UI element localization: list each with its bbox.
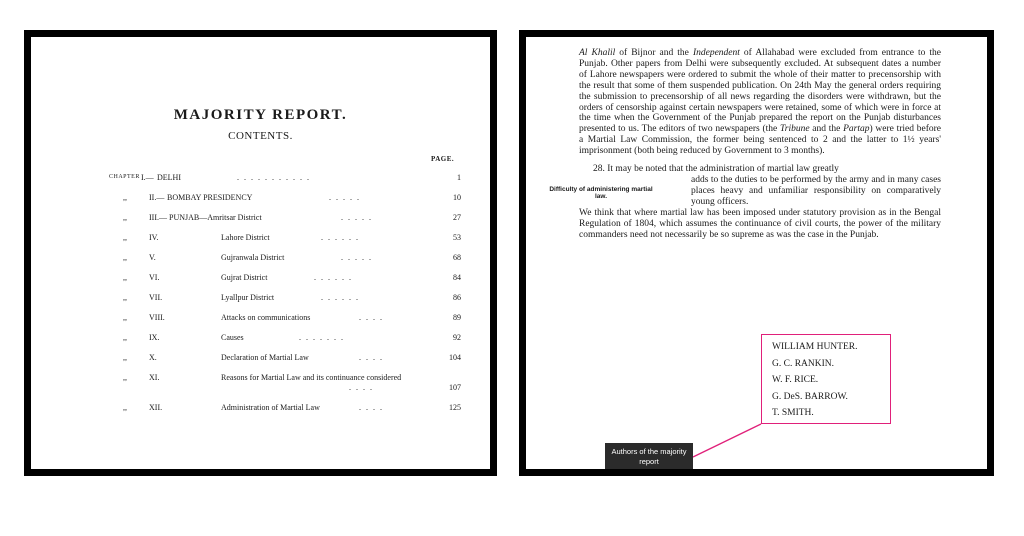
toc-leader-dots: .....	[341, 253, 376, 262]
margin-heading: Difficulty of administering martial law.	[549, 185, 653, 201]
toc-chapter-title: BOMBAY PRESIDENCY	[167, 193, 253, 202]
toc-chapter-word: CHAPTER	[109, 174, 140, 180]
toc-chapter-word: ,,	[123, 273, 127, 282]
toc-chapter-title: PUNJAB—Amritsar District	[169, 213, 262, 222]
toc-page-number: 104	[449, 353, 461, 362]
paragraph-conclusion: We think that where martial law has been imposed under statutory provision as in the Bengal Regulation of 1804, which assumes the continuance of civil courts, the power of the military commanders need not necessarily be so supreme as was the case in the Punjab.	[579, 207, 941, 240]
toc-chapter-numeral: III.—	[149, 213, 167, 222]
toc-chapter-numeral: I.—	[141, 173, 154, 182]
toc-page-number: 10	[453, 193, 461, 202]
toc-leader-dots: ......	[321, 293, 363, 302]
toc-page-number: 84	[453, 273, 461, 282]
toc-page-number: 53	[453, 233, 461, 242]
toc-chapter-title: Administration of Martial Law	[221, 403, 320, 412]
toc-page-number: 92	[453, 333, 461, 342]
signatory-name: W. F. RICE.	[772, 375, 819, 385]
toc-chapter-title: Lyallpur District	[221, 293, 275, 302]
toc-page-number: 107	[449, 383, 461, 392]
toc-chapter-word: ,,	[123, 373, 127, 382]
toc-chapter-numeral: X.	[149, 353, 157, 362]
toc-chapter-title: DELHI	[157, 173, 181, 182]
toc-leader-dots: .....	[329, 193, 364, 202]
toc-chapter-word: ,,	[123, 213, 127, 222]
toc-chapter-word: ,,	[123, 233, 127, 242]
newspaper-name: Tribune	[779, 124, 810, 135]
toc-leader-dots: ....	[349, 383, 377, 392]
toc-chapter-numeral: VIII.	[149, 313, 165, 322]
contents-page	[31, 37, 490, 469]
toc-row	[109, 333, 461, 353]
toc-row	[109, 403, 461, 423]
page-column-header: PAGE.	[431, 155, 455, 163]
toc-chapter-word: ,,	[123, 193, 127, 202]
toc-page-number: 86	[453, 293, 461, 302]
toc-page-number: 1	[457, 173, 461, 182]
newspaper-name: Partap	[843, 124, 870, 135]
toc-page-number: 68	[453, 253, 461, 262]
toc-row	[109, 293, 461, 313]
toc-page-number: 27	[453, 213, 461, 222]
toc-chapter-numeral: V.	[149, 253, 156, 262]
toc-leader-dots: ....	[359, 353, 387, 362]
contents-page-frame	[24, 30, 497, 476]
toc-leader-dots: ......	[314, 273, 356, 282]
toc-chapter-title: Reasons for Martial Law and its continuance considered	[221, 373, 402, 382]
paragraph-censorship: Al Khalil of Bijnor and the Independent of Allahabad were excluded from entrance to the Punjab. Other papers from Delhi were subsequently excluded. At subsequent dates a number of Lahore newspapers were ordered to submit the whole of their matter to precensorship with the result that some of them suspended publication. On 24th May the general orders requiring the submission to precensorship of all news regarding the disorders were withdrawn, but the orders of censorship against certain newspapers were retained, some of which were in force at the time when the Government of the Punjab prepared the report on the Punjab disturbances presented to us. The editors of two newspapers (the Tribune and the Partap) were tried before a Martial Law Commission, the former being sentenced to 2 and the latter to 1½ years' imprisonment (both being reduced by Government to 3 months).	[579, 48, 941, 157]
toc-chapter-word: ,,	[123, 353, 127, 362]
toc-chapter-title: Lahore District	[221, 233, 270, 242]
signatory-name: T. SMITH.	[772, 408, 814, 418]
callout-connector-line	[526, 37, 987, 469]
toc-row	[109, 273, 461, 293]
signatory-name: WILLIAM HUNTER.	[772, 342, 858, 352]
toc-chapter-title: Gujrat District	[221, 273, 268, 282]
toc-leader-dots: ...........	[237, 173, 314, 182]
toc-leader-dots: .......	[299, 333, 348, 342]
toc-chapter-numeral: IX.	[149, 333, 160, 342]
toc-chapter-word: ,,	[123, 313, 127, 322]
report-page-frame	[519, 30, 994, 476]
toc-row	[109, 193, 461, 213]
toc-chapter-numeral: IV.	[149, 233, 159, 242]
paragraph-28-opening: 28. It may be noted that the administration of martial law greatly	[593, 164, 839, 175]
table-of-contents	[109, 173, 461, 423]
toc-row	[109, 373, 461, 403]
newspaper-name: Independent	[692, 48, 740, 58]
authors-callout-label: Authors of the majority report	[605, 443, 693, 469]
toc-row	[109, 173, 461, 193]
toc-chapter-word: ,,	[123, 293, 127, 302]
toc-row	[109, 253, 461, 273]
report-page	[526, 37, 987, 469]
toc-leader-dots: .....	[341, 213, 376, 222]
toc-chapter-numeral: VI.	[149, 273, 160, 282]
toc-leader-dots: ....	[359, 403, 387, 412]
newspaper-name: Al Khalil	[579, 48, 616, 58]
toc-row	[109, 313, 461, 333]
toc-leader-dots: ......	[321, 233, 363, 242]
contents-heading: CONTENTS.	[228, 130, 293, 142]
toc-chapter-word: ,,	[123, 333, 127, 342]
signatory-name: G. DeS. BARROW.	[772, 391, 848, 402]
toc-leader-dots: ....	[359, 313, 387, 322]
signatory-name: G. C. RANKIN.	[772, 358, 835, 369]
toc-chapter-word: ,,	[123, 403, 127, 412]
toc-chapter-title: Declaration of Martial Law	[221, 353, 309, 362]
toc-row	[109, 213, 461, 233]
paragraph-28-continued: adds to the duties to be performed by the army and in many cases places heavy and unfamiliar responsibility on comparatively young officers.	[691, 174, 941, 207]
toc-chapter-numeral: XI.	[149, 373, 160, 382]
toc-page-number: 89	[453, 313, 461, 322]
toc-chapter-numeral: II.—	[149, 193, 165, 202]
toc-chapter-title: Gujranwala District	[221, 253, 285, 262]
toc-row	[109, 233, 461, 253]
toc-chapter-word: ,,	[123, 253, 127, 262]
toc-page-number: 125	[449, 403, 461, 412]
toc-chapter-numeral: XII.	[149, 403, 163, 412]
report-title: MAJORITY REPORT.	[173, 107, 348, 123]
toc-chapter-title: Causes	[221, 333, 244, 342]
toc-chapter-numeral: VII.	[149, 293, 163, 302]
toc-row	[109, 353, 461, 373]
toc-chapter-title: Attacks on communications	[221, 313, 311, 322]
